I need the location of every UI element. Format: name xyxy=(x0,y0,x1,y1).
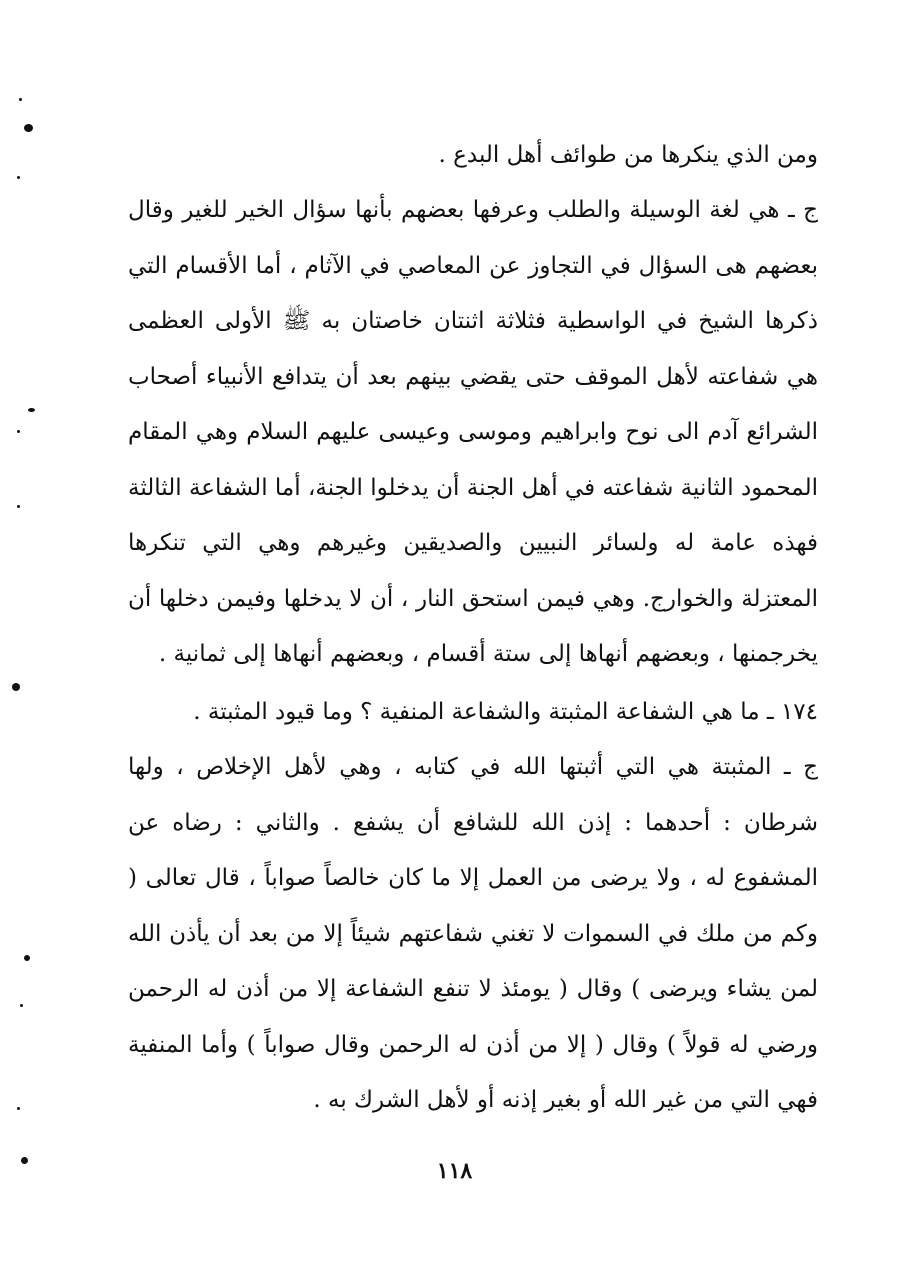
margin-speck xyxy=(17,430,20,433)
margin-speck xyxy=(20,1004,23,1007)
question-text: ١٧٤ ـ ما هي الشفاعة المثبتة والشفاعة المنفية ؟ وما قيود المثبتة . xyxy=(193,699,818,725)
margin-speck xyxy=(24,124,33,132)
margin-speck xyxy=(19,98,22,101)
margin-speck xyxy=(17,176,20,179)
margin-speck xyxy=(21,1157,28,1164)
paragraph-answer-173 xyxy=(128,183,818,683)
margin-speck xyxy=(28,408,35,412)
paragraph-text: ج ـ هي لغة الوسيلة والطلب وعرفها بعضهم بأنها سؤال الخير للغير وقال بعضهم هى السؤال في التجاوز عن المعاصي في الآثام ، أما الأقسام التي ذكرها الشيخ في الواسطية فثلاثة اثنتان خاصتان به ﷺ الأولى العظمى هي شفاعته لأهل الموقف حتى يقضي بينهم بعد أن يتدافع الأنبياء أصحاب الشرائع آدم الى نوح وابراهيم وموسى وعيسى عليهم السلام وهي المقام المحمود الثانية شفاعته في أهل الجنة أن يدخلوا الجنة، أما الشفاعة الثالثة فهذه عامة له ولسائر النبيين والصديقين وغيرهم وهي التي تنكرها المعتزلة والخوارج. وهي فيمن استحق النار ، أن لا يدخلها وفيمن دخلها أن يخرجمنها ، وبعضهم أنهاها إلى ستة أقسام ، وبعضهم أنهاها إلى ثمانية . xyxy=(128,197,818,667)
margin-speck xyxy=(17,1107,20,1110)
paragraph-answer-174 xyxy=(128,740,818,1129)
margin-speck xyxy=(17,505,20,508)
paragraph-intro-end xyxy=(128,128,818,184)
paragraph-text: ومن الذي ينكرها من طوائف أهل البدع . xyxy=(438,142,818,168)
margin-speck xyxy=(24,955,30,961)
paragraph-text: ج ـ المثبتة هي التي أثبتها الله في كتابه ، وهي لأهل الإخلاص ، ولها شرطان : أحدهما : إذن الله للشافع أن يشفع . والثاني : رضاه عن المشفوع له ، ولا يرضى من العمل إلا ما كان خالصاً صواباً ، قال تعالى ( وكم من ملك في السموات لا تغني شفاعتهم شيئاً إلا من بعد أن يأذن الله لمن يشاء ويرضى ) وقال ( يومئذ لا تنفع الشفاعة إلا من أذن له الرحمن ورضي له قولاً ) وقال ( إلا من أذن له الرحمن وقال صواباً ) وأما المنفية فهي التي من غير الله أو بغير إذنه أو لأهل الشرك به . xyxy=(128,754,818,1113)
question-174 xyxy=(128,685,818,741)
margin-speck xyxy=(12,683,20,691)
page-number: ١١٨ xyxy=(436,1158,473,1184)
